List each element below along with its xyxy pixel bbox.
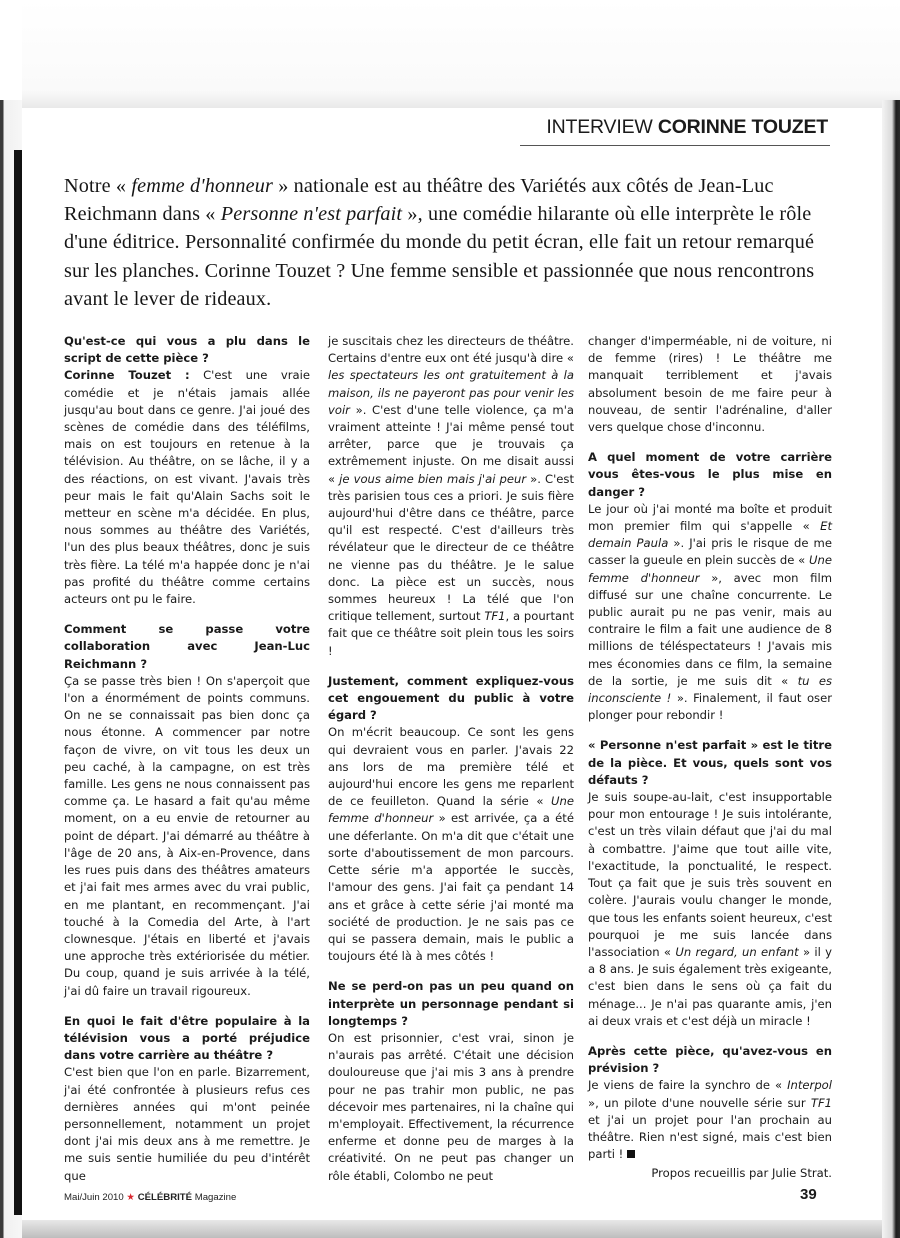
qa-block: Après cette pièce, qu'avez-vous en prévision ? Je viens de faire la synchro de « Interpol », un pilote d'une nouvelle série sur TF1 et j'ai un projet pour l'an prochain au théâtre. Rien n'est signé, mais c'est bien parti ! Propos recueillis par Julie Strat. [588,1043,832,1183]
magazine-brand: CÉLÉBRITÉ [137,1192,193,1203]
answer-continued: je suscitais chez les directeurs de théâtre. Certains d'entre eux ont été jusqu'à dire « les spectateurs les ont gratuitement à la maison, ils ne payeront pas pour venir les voir ». C'est d'une telle violence, ça m'a vraiment atteinte ! J'ai même pensé tout arrêter, parce que je trouvais ça extrêmement injuste. On me disait aussi « je vous aime bien mais j'ai peur ». C'est très parisien tous ces a priori. Je suis fière aujourd'hui d'être dans ce théâtre, parce qu'il est respecté. C'est d'ailleurs très révélateur que le directeur de ce théâtre ne vienne pas du théâtre. Je le salue donc. La pièce est un succès, nous sommes heureux ! La télé que l'on critique tellement, surtout TF1, a pourtant fait que ce théâtre soit plein tous les soirs ! [328,334,575,658]
page-top-edge [22,0,900,108]
question: Qu'est-ce qui vous a plu dans le script de cette pièce ? [64,334,310,366]
answer-continued: changer d'imperméable, ni de voiture, ni de femme (rires) ! Le théâtre me manquait terriblement et j'avais absolument besoin de me faire peur à nouveau, de sentir l'adrénaline, d'aller vers quelque chose d'inconnu. [588,334,832,435]
qa-block [64,333,310,608]
answer: C'est une vraie comédie et je n'étais jamais allée jusqu'au bout dans ce genre. J'ai joué des scènes de comédie dans des téléfilms, mais on est toujours en retenue à la télévision. Au théâtre, on se lâche, il y a des réactions, on est vivant. J'avais très peur mais le fait qu'Alain Sachs soit le metteur en scène m'a décidée. En plus, nous sommes au théâtre des Variétés, l'un des plus beaux théâtres, donc je suis très fière. La télé m'a happée donc je n'ai pas profité du théâtre comme certains acteurs ont pu le faire. [64,368,310,607]
qa-block [64,1013,310,1185]
credit-line: Propos recueillis par Julie Strat. [651,1166,832,1181]
issue-date: Mai/Juin 2010 [64,1192,124,1203]
end-square-icon [627,1150,635,1158]
qa-block: A quel moment de votre carrière vous êtes-vous le plus mise en danger ? Le jour où j'ai monté ma boîte et produit mon premier film qui s'appelle « Et demain Paula ». J'ai pris le risque de me casser la gueule en plein succès de « Une femme d'honneur », avec mon film diffusé sur une chaîne concurrente. Le public aurait pu ne pas venir, mais au contraire le film a fait une audience de 8 millions de téléspectateurs ! J'avais mis mes économies dans ce film, la semaine de la sortie, je me suis dit « tu es inconsciente ! ». Finalement, il faut oser plonger pour rebondir ! [588,450,832,723]
text-column-2 [328,333,574,1198]
question: Comment se passe votre collaboration avec Jean-Luc Reichmann ? [64,622,310,671]
answer: Ça se passe très bien ! On s'aperçoit que l'on a énormément de points communs. On ne se connaissait pas bien donc ça nous étonne. A commencer par notre façon de vivre, on vit tous les deux un peu caché, à la campagne, on est très famille. Les gens ne nous connaissent pas comme ça. Le hasard a fait qu'au même moment, on a eu envie de retourner au point de départ. J'ai démarré au théâtre à l'âge de 20 ans, à Aix-en-Provence, dans les rues puis dans des théâtres amateurs et j'ai fait mes armes avec du vrai public, en me plantant, en recommençant. J'ai touché à la Comedia del Arte, à l'art clownesque. J'étais en liberté et j'avais une approche très extériorisée du métier. Du coup, quand je suis arrivée à la télé, j'ai dû faire un travail rigoureux. [64,673,310,998]
question: Justement, comment expliquez-vous cet engouement du public à votre égard ? [328,673,574,723]
page-bottom-edge [22,1220,882,1238]
question: Ne se perd-on pas un peu quand on interprète un personnage pendant si longtemps ? [328,979,574,1028]
magazine-label: Magazine [194,1192,237,1203]
qa-block: Justement, comment expliquez-vous cet engouement du public à votre égard ? On m'écrit beaucoup. Ce sont les gens qui devraient vous en parler. J'avais 22 ans lors de ma première télé et aujourd'hui encore les gens me reparlent de ce feuilleton. Quand la série « Une femme d'honneur » est arrivée, ça a été une déferlante. On m'a dit que c'était une sorte d'aboutissement de mon parcours. Cette série m'a apportée le succès, l'amour des gens. J'ai fait ça pendant 14 ans et grâce à cette série j'ai monté ma société de production. Je ne sais pas ce qui se passera demain, mais le public a toujours été là à mes côtés ! [328,673,574,964]
question: Après cette pièce, qu'avez-vous en prévision ? [588,1043,832,1076]
question: « Personne n'est parfait » est le titre de la pièce. Et vous, quels sont vos défauts ? [588,738,832,787]
page-footer [64,1192,236,1203]
answer: C'est bien que l'on en parle. Bizarrement, j'ai été confrontée à plusieurs refus ces dernières années qui m'ont peinée personnellement, notamment un projet dont j'ai mis deux ans à me remettre. Je me suis sentie humiliée du peu d'intérêt que [64,1065,310,1183]
question: A quel moment de votre carrière vous êtes-vous le plus mise en danger ? [588,450,832,499]
text-column-3 [588,333,832,1196]
qa-block [64,621,310,999]
header-name: CORINNE TOUZET [657,116,828,138]
star-icon: ★ [126,1192,136,1203]
text-column-1 [64,333,310,1198]
intro-paragraph: Notre « femme d'honneur » nationale est au théâtre des Variétés aux côtés de Jean-Luc Reichmann dans « Personne n'est parfait », une comédie hilarante où elle interprète le rôle d'une éditrice. Personnalité confirmée du monde du petit écran, elle fait un retour remarqué sur les planches. Corinne Touzet ? Une femme sensible et passionnée que nous rencontrons avant le lever de rideaux. [64,175,815,310]
page-number: 39 [800,1186,817,1203]
page-right-edge [882,100,900,1238]
header-section: INTERVIEW [546,116,653,138]
margin-black-bar [14,150,22,1215]
qa-block: « Personne n'est parfait » est le titre de la pièce. Et vous, quels sont vos défauts ? Je suis soupe-au-lait, c'est insupportable pour mon entourage ! Je suis intolérante, c'est un très vilain défaut que j'ai du mal à combattre. J'aime que tout aille vite, l'exactitude, la ponctualité, le respect. Tout ça fait que je suis très souvent en colère. J'aurais voulu changer le monde, que tous les enfants soient heureux, c'est pourquoi je me suis lancée dans l'association « Un regard, un enfant » il y a 8 ans. Je suis également très exigeante, c'est bien dans le sens où ça fait du ménage... Je n'ai pas quarante amis, j'en ai deux vrais et c'est déjà un miracle ! [588,738,833,1028]
qa-block [328,978,574,1184]
answer: On est prisonnier, c'est vrai, sinon je n'aurais pas arrêté. C'était une décision douloureuse que j'ai mis 3 ans à prendre pour ne pas trahir mon public, ne pas décevoir mes partenaires, ni la chaîne qui m'employait. Effectivement, la récurrence enferme et donne peu de marges à la créativité. On ne peut pas changer un rôle établi, Colombo ne peut [328,1030,574,1183]
section-header [420,116,828,144]
header-rule [520,145,830,146]
speaker-label: Corinne Touzet : [64,368,190,383]
question: En quoi le fait d'être populaire à la télévision vous a porté préjudice dans votre carrière au théâtre ? [64,1013,310,1063]
